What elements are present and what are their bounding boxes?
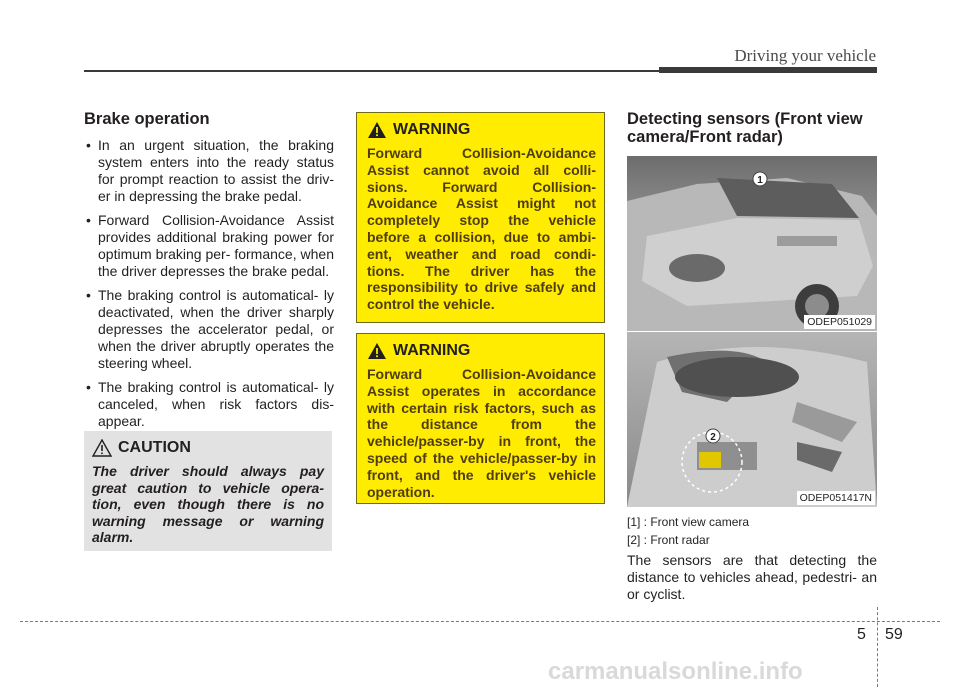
warning-triangle-icon bbox=[367, 121, 387, 139]
warning-title-row bbox=[367, 121, 596, 139]
caution-text: The driver should always pay great caution to vehicle opera- tion, even though there is no warning message or warning alarm. bbox=[92, 463, 324, 545]
caution-title-row bbox=[92, 439, 324, 457]
bullet-item: • Forward Collision-Avoidance Assist provides additional braking power for optimum braking per- formance, when the driver depresses the brake pedal. bbox=[84, 212, 334, 280]
page-number: 59 bbox=[885, 626, 903, 643]
caution-box bbox=[84, 431, 332, 551]
callout-2: 2 bbox=[710, 432, 716, 443]
watermark: carmanualsonline.info bbox=[548, 658, 803, 685]
header-rule-accent bbox=[659, 67, 877, 73]
car-side-illustration bbox=[627, 156, 877, 331]
header-rule bbox=[84, 70, 659, 72]
chapter-number: 5 bbox=[857, 626, 866, 643]
image-code-label: ODEP051417N bbox=[797, 491, 875, 505]
sensor-description: The sensors are that detecting the distance to vehicles ahead, pedestri- an or cyclist. bbox=[627, 552, 877, 602]
caption-front-view-camera: [1] : Front view camera bbox=[627, 515, 750, 529]
left-column bbox=[84, 110, 334, 437]
car-front-grille-photo bbox=[627, 332, 877, 507]
bullet-item: • The braking control is automatical- ly deactivated, when the driver sharply depresses the accelerator pedal, or when the driver abruptly operates the steering wheel. bbox=[84, 287, 334, 372]
warning-text: Forward Collision-Avoidance Assist operates in accordance with certain risk factors, such as the distance from the vehicle/passer-by in front, the speed of the vehicle/passer-by in front, and the driver's vehicle operation. bbox=[367, 366, 596, 500]
car-front-view-photo bbox=[627, 156, 877, 331]
bullet-list bbox=[84, 137, 334, 430]
car-front-illustration bbox=[627, 332, 877, 507]
caption-front-radar: [2] : Front radar bbox=[627, 533, 710, 547]
callout-1: 1 bbox=[757, 175, 763, 186]
warning-title-row bbox=[367, 342, 596, 360]
section-heading-detecting-sensors: Detecting sensors (Front view camera/Front radar) bbox=[627, 110, 863, 146]
caution-triangle-icon bbox=[92, 439, 112, 457]
section-heading-brake-operation: Brake operation bbox=[84, 110, 210, 128]
caution-title: CAUTION bbox=[118, 439, 191, 456]
bullet-item: • In an urgent situation, the braking system enters into the ready status for prompt reaction to assist the driv- er in depressing the brake pedal. bbox=[84, 137, 334, 205]
warning-box bbox=[356, 112, 605, 323]
warning-title: WARNING bbox=[393, 342, 471, 359]
footer-divider bbox=[877, 607, 878, 687]
footer-rule bbox=[20, 621, 940, 622]
image-code-label: ODEP051029 bbox=[804, 315, 875, 329]
right-column bbox=[627, 110, 877, 603]
bullet-item: • The braking control is automatical- ly canceled, when risk factors dis- appear. bbox=[84, 379, 334, 430]
warning-triangle-icon bbox=[367, 342, 387, 360]
warning-title: WARNING bbox=[393, 121, 471, 138]
warning-box bbox=[356, 333, 605, 504]
warning-text: Forward Collision-Avoidance Assist cannot avoid all colli- sions. Forward Collision- Avoidance Assist might not completely stop the vehicle before a collision, due to ambi- ent, weather and road condi- tions. The driver has the responsibility to drive safely and control the vehicle. bbox=[367, 145, 596, 313]
running-header: Driving your vehicle bbox=[734, 46, 876, 65]
